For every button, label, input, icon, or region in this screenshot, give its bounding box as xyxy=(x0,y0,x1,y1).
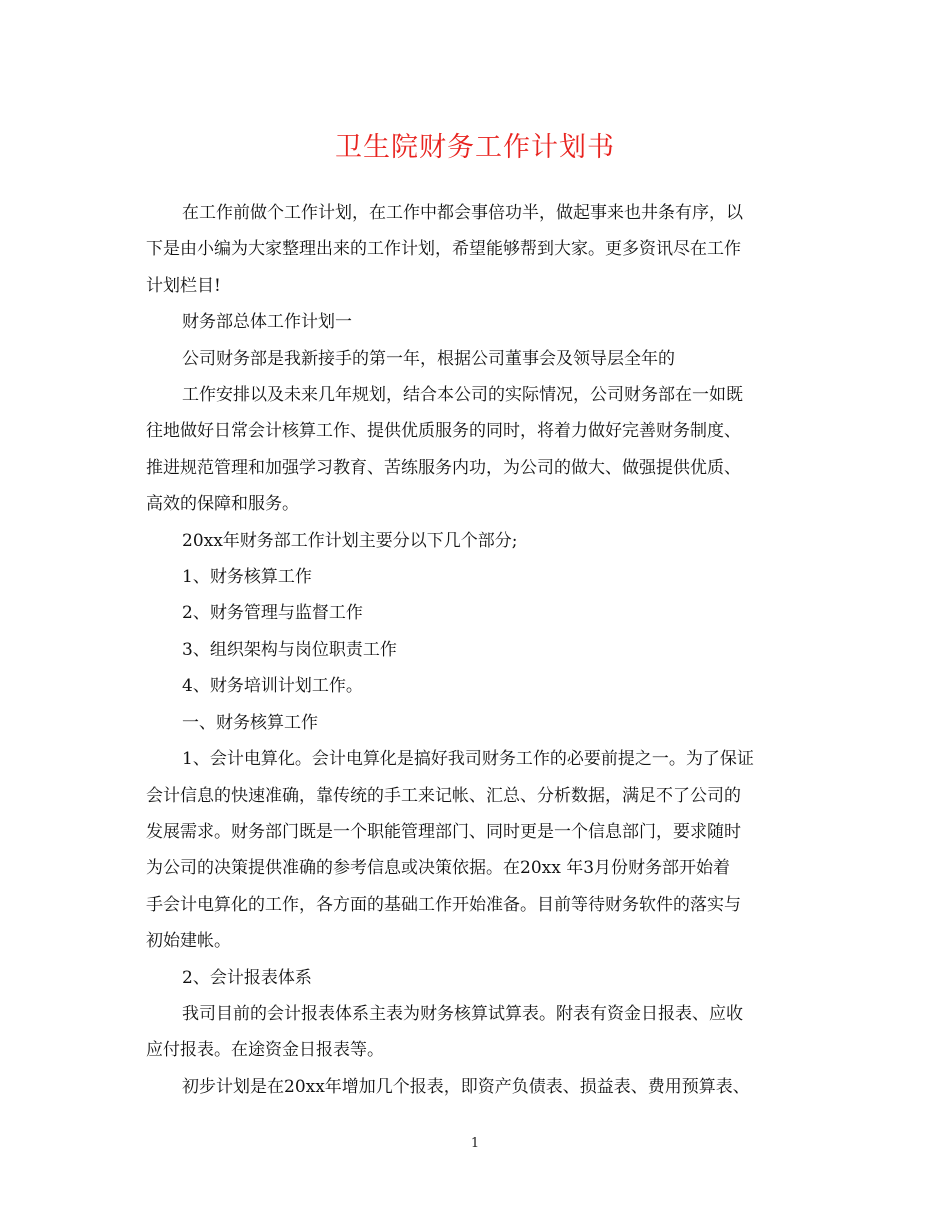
paragraph xyxy=(146,741,810,959)
text-line: 初步计划是在20xx年增加几个报表，即资产负债表、损益表、费用预算表、 xyxy=(182,1076,750,1097)
section-heading xyxy=(146,705,810,741)
section-heading xyxy=(146,304,810,340)
list-item xyxy=(146,632,810,668)
paragraph xyxy=(146,377,810,523)
document-title: 卫生院财务工作计划书 xyxy=(335,132,615,163)
text-line: 财务部总体工作计划一 xyxy=(182,312,352,333)
text-line: 下是由小编为大家整理出来的工作计划，希望能够帮到大家。更多资讯尽在工作 xyxy=(146,239,741,260)
text-line: 1、财务核算工作 xyxy=(182,567,312,588)
text-line: 为公司的决策提供准确的参考信息或决策依据。在20xx 年3月份财务部开始着 xyxy=(146,858,731,879)
text-line: 2、会计报表体系 xyxy=(182,967,312,988)
text-line: 2、财务管理与监督工作 xyxy=(182,603,363,624)
text-line: 会计信息的快速准确，靠传统的手工来记帐、汇总、分析数据，满足不了公司的 xyxy=(146,785,741,806)
paragraph xyxy=(146,341,810,377)
paragraph xyxy=(146,996,810,1069)
text-line: 1、会计电算化。会计电算化是搞好我司财务工作的必要前提之一。为了保证 xyxy=(182,749,754,770)
paragraph xyxy=(146,195,810,304)
text-line: 我司目前的会计报表体系主表为财务核算试算表。附表有资金日报表、应收 xyxy=(182,1003,743,1024)
text-line: 20xx年财务部工作计划主要分以下几个部分; xyxy=(182,530,518,551)
section-heading xyxy=(146,960,810,996)
text-line: 发展需求。财务部门既是一个职能管理部门、同时更是一个信息部门，要求随时 xyxy=(146,821,741,842)
text-line: 手会计电算化的工作，各方面的基础工作开始准备。目前等待财务软件的落实与 xyxy=(146,894,741,915)
text-line: 计划栏目! xyxy=(146,275,221,296)
text-line: 一、财务核算工作 xyxy=(182,712,318,733)
text-line: 往地做好日常会计核算工作、提供优质服务的同时，将着力做好完善财务制度、 xyxy=(146,421,741,442)
list-item xyxy=(146,595,810,631)
text-line: 4、财务培训计划工作。 xyxy=(182,676,363,697)
text-line: 应付报表。在途资金日报表等。 xyxy=(146,1040,384,1061)
list-item xyxy=(146,559,810,595)
text-line: 高效的保障和服务。 xyxy=(146,494,299,515)
text-line: 初始建帐。 xyxy=(146,931,231,952)
text-line: 推进规范管理和加强学习教育、苦练服务内功，为公司的做大、做强提供优质、 xyxy=(146,457,741,478)
list-item xyxy=(146,668,810,704)
document-body xyxy=(146,195,810,1105)
text-line: 在工作前做个工作计划，在工作中都会事倍功半，做起事来也井条有序，以 xyxy=(182,203,743,223)
paragraph xyxy=(146,1069,810,1105)
text-line: 3、组织架构与岗位职责工作 xyxy=(182,639,397,660)
text-line: 工作安排以及未来几年规划，结合本公司的实际情况，公司财务部在一如既 xyxy=(182,385,743,406)
paragraph xyxy=(146,523,810,559)
text-line: 公司财务部是我新接手的第一年，根据公司董事会及领导层全年的 xyxy=(182,348,675,369)
page-number: 1 xyxy=(470,1136,480,1151)
